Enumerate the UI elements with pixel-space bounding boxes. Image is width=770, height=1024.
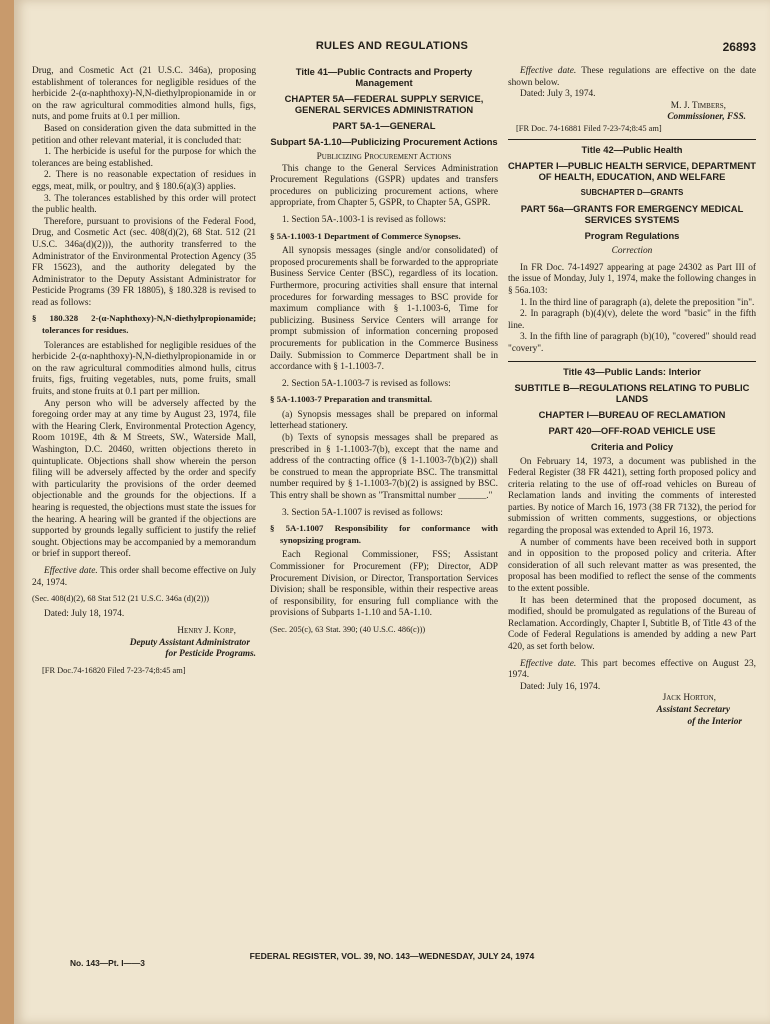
filing-note: [FR Doc. 74-16881 Filed 7-23-74;8:45 am] <box>516 123 662 133</box>
part-heading: PART 420—OFF-ROAD VEHICLE USE <box>548 424 716 436</box>
program-heading: Program Regulations <box>584 230 680 242</box>
effective-date <box>32 566 256 589</box>
signer-title: of the Interior <box>687 716 742 727</box>
paragraph: Tolerances are established for negligible residues of the herbicide 2-(α-naphthoxy)-N,N-diethylpropionamide in or on the raw agricultural commodities almond hulls, citrus fruits, figs, fruiting vegetables, nuts, pome fruits, small fruits, and stone fruits at 0.1 part per million. <box>32 340 256 398</box>
paragraph: (a) Synopsis messages shall be prepared on informal letterhead stationery. <box>270 409 498 432</box>
paragraph: In FR Doc. 74-14927 appearing at page 24302 as Part III of the issue of Monday, July 1, 1974, make the following changes in § 56a.103: <box>508 262 756 296</box>
paragraph: This change to the General Services Administration Procurement Regulations (GSPR) updates and transfers procedures on publicizing procurement actions, where appropriate, from Chapter 5, GSPR, to Chapter 5A, GSPR. <box>270 163 498 209</box>
paragraph: A number of comments have been received both in support and in opposition to the proposed policy and criteria. After consideration of all such relevant matter as was presented, the proposal has been modified to reflect the sense of the comments to the extent possible. <box>508 537 756 595</box>
title-heading: Title 43—Public Lands: Interior <box>563 365 701 377</box>
running-head <box>14 40 770 56</box>
running-head-title: RULES AND REGULATIONS <box>315 40 469 52</box>
paragraph: 1. The herbicide is useful for the purpose for which the tolerances are being established. <box>32 147 256 169</box>
effective-date <box>508 66 756 89</box>
paragraph: 1. Section 5A-.1003-1 is revised as follows: <box>282 214 447 225</box>
paragraph: (b) Texts of synopsis messages shall be prepared as prescribed in § 1-1.1003-7(b), except that the name and address of the contracting office (§ 1-1.1003-7(b)(2)) shall be construed to mean the appropriate BSC. The transmittal number required by § 1-1.1003-7(b)(2) is assigned by BSC. This entry shall be shown as "Transmittal number ______." <box>270 433 498 502</box>
part-heading: PART 5A-1—GENERAL <box>332 120 436 131</box>
document-page <box>14 0 770 1024</box>
subchapter-heading: SUBCHAPTER D—GRANTS <box>580 188 684 198</box>
dated-line: Dated: July 3, 1974. <box>520 89 596 100</box>
divider-rule <box>508 139 756 140</box>
dated-line: Dated: July 16, 1974. <box>520 681 601 692</box>
part-heading: PART 56a—GRANTS FOR EMERGENCY MEDICAL SERVICES SYSTEMS <box>520 203 744 226</box>
paragraph: 2. Section 5A-1.1003-7 is revised as follows: <box>282 378 451 389</box>
signer-title: for Pesticide Programs. <box>165 649 256 660</box>
signer-name: M. J. Timbers, <box>670 100 726 111</box>
paragraph: 1. In the third line of paragraph (a), delete the preposition "in". <box>520 297 755 308</box>
section-heading: § 180.328 2-(α-Naphthoxy)-N,N-diethylpropionamide; tolerances for residues. <box>32 313 256 336</box>
subheading: Publicizing Procurement Actions <box>316 152 452 162</box>
section-heading: § 5A-1.1003-1 Department of Commerce Synopses. <box>270 230 461 241</box>
effective-date-label: Effective date. <box>44 565 98 576</box>
criteria-heading: Criteria and Policy <box>590 440 674 452</box>
paragraph: On February 14, 1973, a document was published in the Federal Register (38 FR 4421), setting forth proposed policy and criteria relating to the use of off-road vehicles on Bureau of Reclamation lands and inviting the comments of interested parties. By notice of March 16, 1973 (38 FR 7132), the period for submission of written comments, suggestions, or objections regarding the proposal was extended to April 16, 1973. <box>508 456 756 537</box>
section-heading: § 5A-1.1003-7 Preparation and transmittal. <box>270 394 433 405</box>
paragraph: Drug, and Cosmetic Act (21 U.S.C. 346a), proposing establishment of tolerances for negligible residues of the herbicide 2-(α-naphthoxy)-N,N-diethylpropionamide in or on the raw agricultural commodities almond hulls, figs, nuts, and pome fruits at 0.1 per million. <box>32 66 256 123</box>
column-3 <box>508 66 756 886</box>
dated-line: Dated: July 18, 1974. <box>44 609 125 620</box>
effective-date-text: This part becomes effective on August 23, 1974. <box>508 658 756 681</box>
page-footer <box>14 951 770 968</box>
signer-name: Jack Horton, <box>662 693 716 704</box>
effective-date-label: Effective date. <box>520 66 577 76</box>
effective-date <box>508 659 756 682</box>
page-number: 26893 <box>722 40 756 54</box>
chapter-heading: CHAPTER I—PUBLIC HEALTH SERVICE, DEPARTMENT OF HEALTH, EDUCATION, AND WELFARE <box>508 160 756 183</box>
paragraph: 2. In paragraph (b)(4)(v), delete the word "basic" in the fifth line. <box>508 309 756 331</box>
signer-title: Commissioner, FSS. <box>667 112 746 123</box>
paragraph: Each Regional Commissioner, FSS; Assistant Commissioner for Procurement (FP); Director, ADP Procurement Division, or Director, Transportation Services Division; shall be responsible, within their respective areas of responsibility, for ensuring full compliance with the provisions of Subparts 1-1.10 and 5A-1.10. <box>270 550 498 619</box>
signer-name: Henry J. Korp, <box>177 625 236 636</box>
section-heading: § 5A-1.1007 Responsibility for conformance with synopsizing program. <box>270 523 498 545</box>
paragraph: 3. The tolerances established by this order will protect the public health. <box>32 193 256 216</box>
chapter-heading: CHAPTER I—BUREAU OF RECLAMATION <box>538 408 726 420</box>
paragraph: 3. Section 5A-1.1007 is revised as follows: <box>282 507 443 518</box>
column-2 <box>270 66 498 886</box>
citation: (Sec. 205(c), 63 Stat. 390; (40 U.S.C. 486(c))) <box>270 624 426 634</box>
signer-title: Assistant Secretary <box>656 704 730 715</box>
correction-heading: Correction <box>611 246 653 257</box>
paragraph: It has been determined that the proposed document, as modified, should be promulgated as regulations of the Bureau of Reclamation. Accordingly, Chapter I, Subtitle B, of Title 43 of the Code of Federal Regulations is amended by adding a new Part 420, as set forth below. <box>508 595 756 653</box>
divider-rule <box>508 361 756 362</box>
footer-issue-number: No. 143—Pt. I——3 <box>70 958 145 968</box>
column-1 <box>32 66 256 886</box>
filing-note: [FR Doc.74-16820 Filed 7-23-74;8:45 am] <box>42 665 186 675</box>
paragraph: Based on consideration given the data submitted in the petition and other relevant material, it is concluded that: <box>32 123 256 146</box>
chapter-heading: CHAPTER 5A—FEDERAL SUPPLY SERVICE, GENERAL SERVICES ADMINISTRATION <box>284 93 484 115</box>
paragraph: Therefore, pursuant to provisions of the Federal Food, Drug, and Cosmetic Act (sec. 408(d)(2), 68 Stat. 512 (21 U.S.C. 346a(d)(2))), the authority transferred to the Administrator of the Environmental Protection Agency (35 FR 15623), and the authority delegated by the Administrator to the Deputy Assistant Administrator for Pesticide Programs (39 FR 18805), § 180.328 is revised to read as follows: <box>32 216 256 308</box>
citation: (Sec. 408(d)(2), 68 Stat 512 (21 U.S.C. 346a (d)(2))) <box>32 594 210 604</box>
subtitle-heading: SUBTITLE B—REGULATIONS RELATING TO PUBLIC LANDS <box>514 381 750 404</box>
paragraph: All synopsis messages (single and/or consolidated) of proposed procurements shall be forwarded to the appropriate Business Service Center (BSC), regardless of its location. Furthermore, procuring activities shall ensure that internal procedures for forwarding messages to BSC provide for maximum compliance with § 1-1.1003-6, Time for publicizing. Business Service Centers will arrange for prompt submission of information concerning proposed procurements for publication in the Commerce Business Daily. Submission to Commerce Department shall be in accordance with § 1-1.1003-7. <box>270 246 498 373</box>
paragraph: 3. In the fifth line of paragraph (b)(10), "covered" should read "covery". <box>508 332 756 354</box>
effective-date-label: Effective date. <box>520 658 577 669</box>
paragraph: Any person who will be adversely affected by the foregoing order may at any time by August 23, 1974, file with the Hearing Clerk, Environmental Protection Agency, Room 1019E, 4th & M Streets, SW., Waterside Mall, Washington, D.C. 20460, written objections thereto in quintuplicate. Objections shall show wherein the person filing will be adversely affected by the order and specify with particularity the provisions of the order deemed objectionable and the grounds for the objections. If a hearing is requested, the objections must state the issues for the hearing. A hearing will be granted if the objections are supported by grounds legally sufficient to justify the relief sought. Objections may be accompanied by a memorandum or brief in support thereof. <box>32 398 256 560</box>
title-heading: Title 42—Public Health <box>581 144 683 156</box>
subpart-heading: Subpart 5A-1.10—Publicizing Procurement Actions <box>270 136 498 147</box>
signer-title: Deputy Assistant Administrator <box>129 637 250 648</box>
title-heading: Title 41—Public Contracts and Property Management <box>295 66 473 88</box>
footer-publication-line: FEDERAL REGISTER, VOL. 39, NO. 143—WEDNESDAY, JULY 24, 1974 <box>249 951 535 961</box>
effective-date-text: This order shall become effective on July 24, 1974. <box>32 565 256 588</box>
paragraph: 2. There is no reasonable expectation of residues in eggs, meat, milk, or poultry, and § 180.6(a)(3) applies. <box>32 170 256 192</box>
effective-date-text: These regulations are effective on the date shown below. <box>508 66 756 88</box>
